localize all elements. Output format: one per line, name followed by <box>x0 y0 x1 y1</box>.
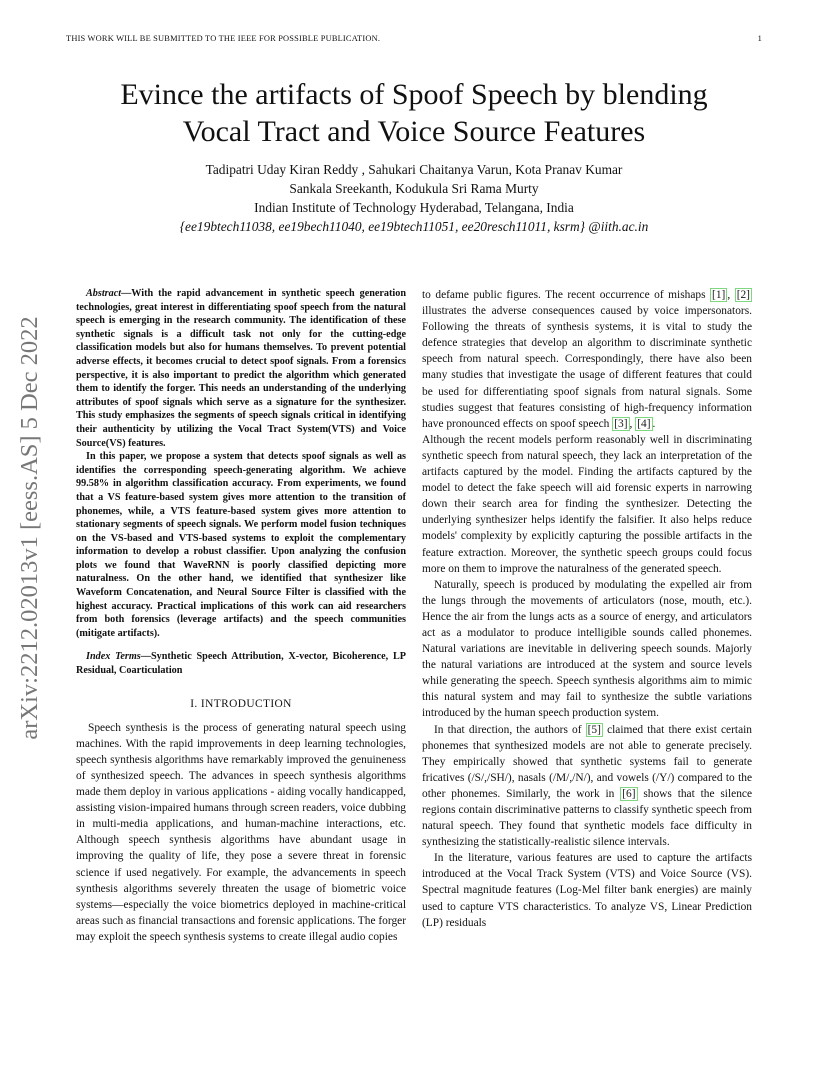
citation-link-4[interactable]: [4] <box>637 417 651 430</box>
index-terms-text: —Synthetic Speech Attribution, X-vector, Bicoherence, LP Residual, Coarticulation <box>76 651 406 677</box>
arxiv-id: arXiv:2212.02013v1 [eess.AS] 5 Dec 2022 <box>16 316 43 740</box>
text-span: to defame public figures. The recent occurrence of mishaps <box>422 289 711 301</box>
title-line-1: Evince the artifacts of Spoof Speech by blending <box>120 78 708 111</box>
right-paragraph-3: Naturally, speech is produced by modulating the expelled air from the lungs through the movements of articulators (nose, mouth, etc.). Hence the air from the lungs acts as a source of energy, and articulators act as a modulator to produce intelligible sounds called phonemes. Natural variations are inevitable in delivering speech sounds. Majorly the natural variations are introduced at the system and source levels while generating the speech. Speech synthesis algorithms aim to mimic this natural system and may fail to synthesize the subtle variations introduced by the human speech production system. <box>422 578 752 720</box>
citation-link-6[interactable]: [6] <box>622 787 636 800</box>
affiliation: Indian Institute of Technology Hyderabad, Telangana, India <box>254 200 574 215</box>
left-column <box>76 287 406 945</box>
index-terms <box>76 650 406 677</box>
author-line-1: Tadipatri Uday Kiran Reddy , Sahukari Chaitanya Varun, Kota Pranav Kumar <box>205 162 623 177</box>
title-line-2: Vocal Tract and Voice Source Features <box>182 115 646 148</box>
citation-link-3[interactable]: [3] <box>614 417 628 430</box>
intro-paragraph-1: Speech synthesis is the process of generating natural speech using machines. With the rapid improvements in deep learning technologies, speech synthesis algorithms have remarkably improved the genuineness of synthesized speech. The advances in speech synthesis algorithms made them deploy in various applications - aiding vocally handicapped, assisting vision-impaired humans through screen readers, voice dubbing in multi-media applications, and human-machine interactions, etc. Although speech synthesis algorithms have abundant usage in improving the quality of life, they pose a severe threat in forensic science if used negatively. For example, the advancements in speech synthesis algorithms severely threaten the usage of biometric voice systems—especially the voice biometrics deployed in machine-critical areas such as financial transactions and forensic applications. The forger may exploit the speech synthesis systems to create illegal audio copies <box>76 721 406 943</box>
right-paragraph-4 <box>422 722 752 851</box>
text-span: , <box>727 289 735 301</box>
author-emails: {ee19btech11038, ee19bech11040, ee19btech11051, ee20resch11011, ksrm} @iith.ac.in <box>179 219 649 234</box>
abstract-label: Abstract <box>86 288 122 299</box>
arxiv-sidebar <box>8 268 52 788</box>
citation-link-2[interactable]: [2] <box>736 289 750 301</box>
abstract-paragraph-1 <box>76 287 406 450</box>
abstract-paragraph-2: In this paper, we propose a system that detects spoof signals as well as identifies the corresponding speech-generating algorithm. We achieve 99.58% in algorithm classification accuracy. From experiments, we found that a VS feature-based system gives more attention to the transition of phonemes, while, a VTS feature-based system gives more attention to stationary segments of speech signals. We perform model fusion techniques on the VS-based and VTS-based systems to exploit the complementary information to develop a robust classifier. Upon analyzing the confusion plots we found that WaveRNN is poorly classified depicting more naturalness. On the other hand, we identified that synthesizer like Waveform Concatenation, and Neural Source Filter is classified with the highest accuracy. Practical implications of this work can aid researchers from both forensics (leverage artifacts) and the speech communities (mitigate artifacts). <box>76 451 406 639</box>
citation-link-1[interactable]: [1] <box>712 289 726 301</box>
text-span: In that direction, the authors of <box>434 723 586 736</box>
index-terms-label: Index Terms <box>86 651 141 663</box>
text-span: illustrates the adverse consequences caused by voice impersonators. Following the threats of synthesis systems, it is vital to study the defence strategies that develop an algorithm to discriminate synthetic speech from natural speech. Correspondingly, there have also been many studies that investigate the usage of different features that could be used for differentiating spoof signals from natural signals. Some studies suggest that features consisting of high-frequency information have pronounced effects on spoof speech <box>422 305 752 430</box>
text-span: . <box>652 417 656 430</box>
abstract-text-1: —With the rapid advancement in synthetic speech generation technologies, great interest in differentiating spoof speech from the natural speech is emerging in the research community. The identification of these synthetic signals is a difficult task not only for the cutting-edge classification models but also for humans themselves. To prevent potential adverse effects, it becomes crucial to detect spoof signals. From a forensics perspective, it is also important to predict the algorithm which generated them to identify the forger. This needs an understanding of the underlying attributes of spoof signals which serve as a signature for the synthesizer. This study emphasizes the segments of speech signals critical in identifying their authenticity by utilizing the Vocal Tract System(VTS) and Voice Source(VS) features. <box>76 288 406 449</box>
abstract <box>76 287 406 640</box>
running-title: THIS WORK WILL BE SUBMITTED TO THE IEEE FOR POSSIBLE PUBLICATION. <box>66 34 381 43</box>
right-column <box>422 287 752 931</box>
running-header <box>66 34 762 43</box>
citation-link-5[interactable]: [5] <box>587 723 601 736</box>
author-line-2: Sankala Sreekanth, Kodukula Sri Rama Murty <box>289 181 539 196</box>
text-span: , <box>629 417 636 430</box>
right-paragraph-2: Although the recent models perform reasonably well in discriminating synthetic speech from natural speech, they lack an interpretation of the artifacts captured by the model. Finding the artifacts captured by the model to detect the fake speech will aid forensic experts in narrowing down their search area for finding the synthesizer. Detecting the underlying synthesizer helps identify the falsifier. It also helps reduce models' complexity by explicitly capturing the possible artifacts in the feature extraction. Moreover, the synthetic speech groups could focus more on them to improve the naturalness of the generated speech. <box>422 433 752 575</box>
right-paragraph-5: In the literature, various features are used to capture the artifacts introduced at the Vocal Track System (VTS) and Voice Source (VS). Spectral magnitude features (Log-Mel filter bank energies) are mainly used to capture VTS characteristics. To analyze VS, Linear Prediction (LP) residuals <box>422 852 752 929</box>
text-span: shows that the silence regions contain discriminative patterns to classify synthetic speech from natural speech. They found that synthetic models face difficulty in synthesizing the statistically-realistic silence intervals. <box>422 787 753 849</box>
text-span: claimed that there exist certain phonemes that synthesized models are not able to generate precisely. They empirically showed that synthetic systems fail to generate fricatives (/S/,/SH/), nasals (/M/,/N/), and vowels (/Y/) compared to the other phonemes. Similarly, the work in <box>422 723 752 800</box>
paper-title <box>40 76 788 150</box>
page-number: 1 <box>757 34 762 43</box>
right-paragraph-1 <box>422 287 752 432</box>
author-block <box>40 160 788 236</box>
section-heading-introduction: I. INTRODUCTION <box>190 697 292 710</box>
